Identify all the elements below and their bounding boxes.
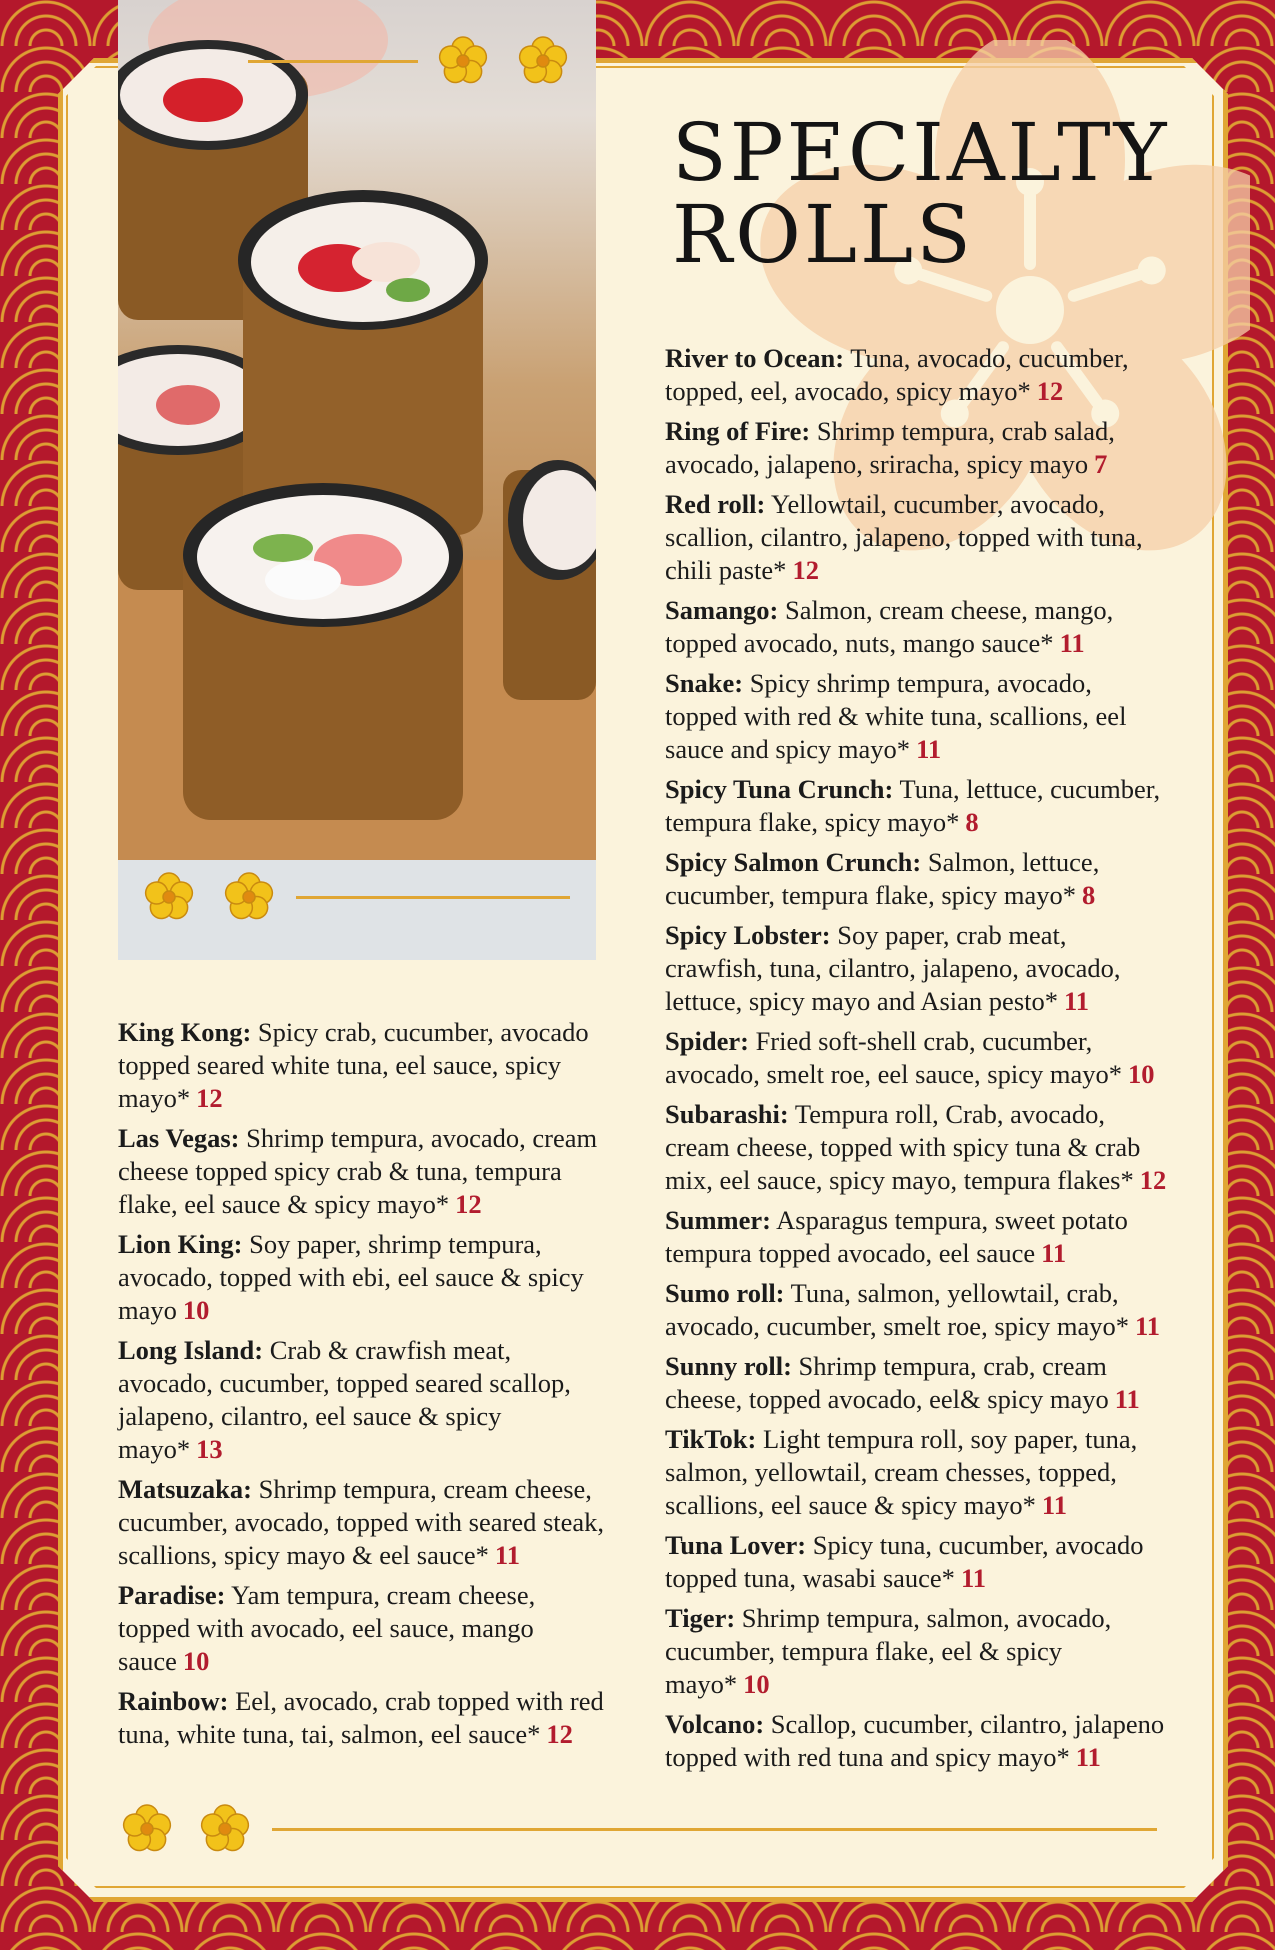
menu-item — [665, 1350, 1170, 1416]
item-price: 11 — [1135, 1311, 1161, 1341]
menu-item — [665, 667, 1170, 766]
item-name: Sunny roll: — [665, 1351, 792, 1381]
title-line-1: SPECIALTY — [672, 106, 1170, 199]
item-name: Ring of Fire: — [665, 416, 811, 446]
item-price: 12 — [792, 555, 819, 585]
menu-item — [118, 1473, 608, 1572]
item-name: Matsuzaka: — [118, 1474, 252, 1504]
gold-divider-top — [248, 60, 418, 63]
item-price: 11 — [1059, 628, 1085, 658]
item-name: Spicy Salmon Crunch: — [665, 847, 922, 877]
item-description: Soy paper, shrimp tempura, avocado, topped with ebi, eel sauce & spicy mayo — [118, 1229, 584, 1325]
item-name: Sumo roll: — [665, 1278, 785, 1308]
item-description: Shrimp tempura, salmon, avocado, cucumber, tempura flake, eel & spicy mayo* — [665, 1603, 1112, 1699]
item-price: 10 — [182, 1295, 210, 1325]
item-price: 11 — [1041, 1490, 1067, 1520]
flower-icon — [142, 870, 196, 924]
item-description: Shrimp tempura, avocado, cream cheese topped spicy crab & tuna, tempura flake, eel sauce & spicy mayo* — [118, 1123, 598, 1219]
item-description: Tuna, salmon, yellowtail, crab, avocado, cucumber, smelt roe, spicy mayo* — [665, 1278, 1130, 1341]
menu-item — [665, 1529, 1170, 1595]
flower-icon — [516, 34, 570, 88]
menu-item — [665, 773, 1170, 839]
item-price: 11 — [1064, 986, 1090, 1016]
item-name: Summer: — [665, 1205, 771, 1235]
menu-item — [118, 1122, 608, 1221]
flower-icon — [120, 1802, 174, 1856]
item-description: Spicy crab, cucumber, avocado topped seared white tuna, eel sauce, spicy mayo* — [118, 1017, 589, 1113]
item-name: Rainbow: — [118, 1686, 229, 1716]
item-description: Salmon, lettuce, cucumber, tempura flake, spicy mayo* — [665, 847, 1100, 910]
item-description: Shrimp tempura, crab salad, avocado, jalapeno, sriracha, spicy mayo — [665, 416, 1115, 479]
item-name: Snake: — [665, 668, 744, 698]
item-price: 7 — [1094, 449, 1108, 479]
item-description: Tuna, lettuce, cucumber, tempura flake, spicy mayo* — [665, 774, 1161, 837]
menu-item — [665, 342, 1170, 408]
menu-item — [665, 1025, 1170, 1091]
menu-item — [665, 846, 1170, 912]
menu-item — [118, 1334, 608, 1466]
menu-item — [665, 1708, 1170, 1774]
item-price: 10 — [1127, 1059, 1155, 1089]
menu-item — [118, 1016, 608, 1115]
item-price: 10 — [182, 1646, 210, 1676]
menu-item — [665, 594, 1170, 660]
item-name: River to Ocean: — [665, 343, 845, 373]
item-name: Lion King: — [118, 1229, 243, 1259]
item-description: Crab & crawfish meat, avocado, cucumber, topped seared scallop, jalapeno, cilantro, eel sauce & spicy mayo* — [118, 1335, 571, 1464]
menu-item — [665, 415, 1170, 481]
item-name: Samango: — [665, 595, 779, 625]
menu-column-right — [665, 342, 1170, 1781]
item-name: Long Island: — [118, 1335, 264, 1365]
item-price: 11 — [960, 1563, 986, 1593]
menu-item — [665, 1423, 1170, 1522]
item-name: Paradise: — [118, 1580, 226, 1610]
item-name: Spider: — [665, 1026, 749, 1056]
item-price: 12 — [1036, 376, 1064, 406]
item-price: 13 — [196, 1434, 223, 1464]
item-description: Fried soft-shell crab, cucumber, avocado, smelt roe, eel sauce, spicy mayo* — [665, 1026, 1122, 1089]
item-name: TikTok: — [665, 1424, 757, 1454]
item-name: King Kong: — [118, 1017, 252, 1047]
menu-item — [118, 1685, 608, 1751]
item-price: 10 — [743, 1669, 770, 1699]
flower-icon — [222, 870, 276, 924]
item-description: Scallop, cucumber, cilantro, jalapeno topped with red tuna and spicy mayo* — [665, 1709, 1165, 1772]
item-price: 12 — [196, 1083, 223, 1113]
item-price: 11 — [916, 734, 942, 764]
item-name: Spicy Lobster: — [665, 920, 831, 950]
menu-item — [665, 488, 1170, 587]
item-price: 11 — [1041, 1238, 1067, 1268]
item-price: 12 — [455, 1189, 482, 1219]
menu-item — [665, 1204, 1170, 1270]
page-title — [672, 106, 1170, 281]
flower-icon — [436, 34, 490, 88]
item-description: Salmon, cream cheese, mango, topped avocado, nuts, mango sauce* — [665, 595, 1114, 658]
item-description: Eel, avocado, crab topped with red tuna, white tuna, tai, salmon, eel sauce* — [118, 1686, 604, 1749]
gold-divider-photo-bottom — [296, 896, 570, 899]
item-description: Tempura roll, Crab, avocado, cream cheese, topped with spicy tuna & crab mix, eel sauce, spicy mayo, tempura flakes* — [665, 1099, 1141, 1195]
gold-divider-bottom — [272, 1828, 1157, 1831]
item-description: Tuna, avocado, cucumber, topped, eel, avocado, spicy mayo* — [665, 343, 1129, 406]
menu-item — [665, 1098, 1170, 1197]
flower-icon — [198, 1802, 252, 1856]
item-name: Volcano: — [665, 1709, 765, 1739]
item-description: Yellowtail, cucumber, avocado, scallion, cilantro, jalapeno, topped with tuna, chili paste* — [665, 489, 1143, 585]
item-name: Tiger: — [665, 1603, 736, 1633]
item-name: Subarashi: — [665, 1099, 789, 1129]
menu-item — [665, 919, 1170, 1018]
item-name: Spicy Tuna Crunch: — [665, 774, 894, 804]
item-name: Red roll: — [665, 489, 766, 519]
item-description: Light tempura roll, soy paper, tuna, salmon, yellowtail, cream chesses, topped, scallions, eel sauce & spicy mayo* — [665, 1424, 1138, 1520]
item-price: 11 — [1114, 1384, 1140, 1414]
item-description: Asparagus tempura, sweet potato tempura topped avocado, eel sauce — [665, 1205, 1128, 1268]
item-description: Yam tempura, cream cheese, topped with avocado, eel sauce, mango sauce — [118, 1580, 536, 1676]
item-name: Tuna Lover: — [665, 1530, 807, 1560]
item-price: 8 — [1082, 880, 1096, 910]
menu-item — [118, 1579, 608, 1678]
title-line-2: ROLLS — [672, 188, 974, 281]
item-description: Shrimp tempura, crab, cream cheese, topped avocado, eel& spicy mayo — [665, 1351, 1109, 1414]
item-description: Shrimp tempura, cream cheese, cucumber, avocado, topped with seared steak, scallions, spicy mayo & eel sauce* — [118, 1474, 605, 1570]
menu-item — [665, 1602, 1170, 1701]
item-description: Spicy tuna, cucumber, avocado topped tuna, wasabi sauce* — [665, 1530, 1144, 1593]
item-price: 12 — [546, 1719, 573, 1749]
item-price: 12 — [1139, 1165, 1167, 1195]
item-name: Las Vegas: — [118, 1123, 240, 1153]
item-price: 8 — [965, 807, 979, 837]
item-price: 11 — [494, 1540, 520, 1570]
menu-item — [118, 1228, 608, 1327]
item-description: Spicy shrimp tempura, avocado, topped with red & white tuna, scallions, eel sauce and spicy mayo* — [665, 668, 1127, 764]
item-description: Soy paper, crab meat, crawfish, tuna, cilantro, jalapeno, avocado, lettuce, spicy mayo and Asian pesto* — [665, 920, 1121, 1016]
menu-item — [665, 1277, 1170, 1343]
item-price: 11 — [1075, 1742, 1101, 1772]
menu-column-left — [118, 1016, 608, 1758]
sushi-photo — [118, 0, 596, 960]
